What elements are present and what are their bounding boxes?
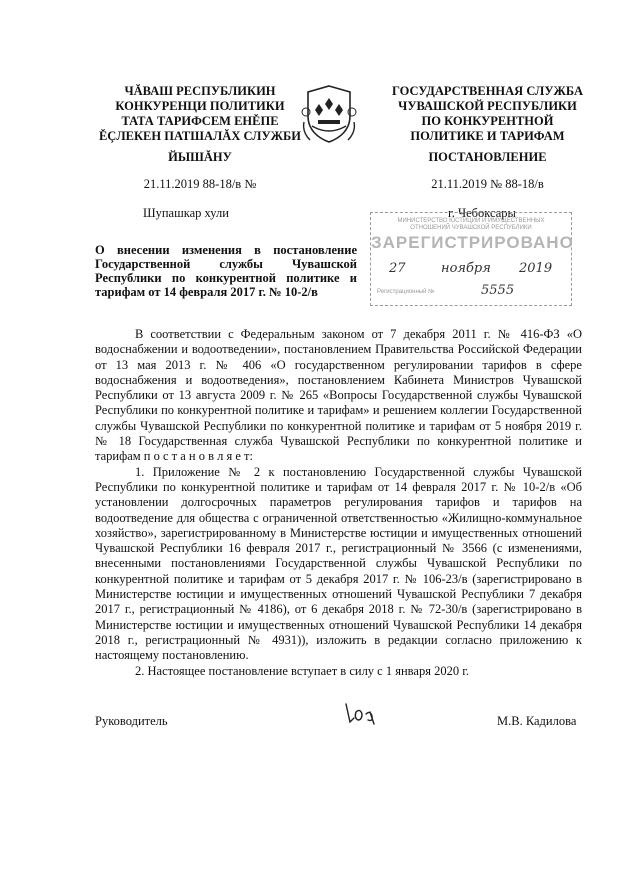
signer-name: М.В. Кадилова — [497, 714, 577, 728]
header-left-line: ЧĂВАШ РЕСПУБЛИКИН — [124, 84, 276, 98]
registration-stamp — [370, 212, 572, 306]
stamp-month: ноября — [441, 261, 491, 276]
stamp-org-line: МИНИСТЕРСТВО ЮСТИЦИИ И ИМУЩЕСТВЕННЫХ — [397, 218, 545, 224]
header-right-line: ЧУВАШСКОЙ РЕСПУБЛИКИ — [398, 99, 577, 113]
header-right-line: ПО КОНКУРЕНТНОЙ — [421, 114, 554, 128]
city-russian: г. Чебоксары — [448, 206, 516, 220]
doctype-chuvash: ЙЫШĂНУ — [168, 150, 232, 164]
header-right-russian — [380, 84, 595, 144]
header-left-chuvash — [95, 84, 305, 144]
stamp-year: 2019 — [519, 261, 553, 276]
stamp-title: ЗАРЕГИСТРИРОВАНО — [371, 233, 574, 252]
header-right-line: ПОЛИТИКЕ И ТАРИФАМ — [410, 129, 565, 143]
stamp-reg-number: 5555 — [481, 283, 515, 298]
body-paragraph: 2. Настоящее постановление вступает в силу с 1 января 2020 г. — [135, 663, 470, 678]
header-left-line: КОНКУРЕНЦИ ПОЛИТИКИ — [115, 99, 285, 113]
document-number-chuvash: 21.11.2019 88-18/в № — [143, 177, 257, 191]
stamp-reg-label: Регистрационный № — [377, 289, 435, 295]
city-chuvash: Шупашкар хули — [143, 206, 229, 220]
body-paragraph: 1. Приложение № 2 к постановлению Государственной службы Чувашской Республики по конкурентной политике и тарифам от 14 февраля 2017 г. № 10-2/в «Об установлении долгосрочных параметров регулирования тарифов и тарифов на водоотведение для общества с ограниченной ответственностью «Жилищно-коммунальное хозяйство», зарегистрированному в Министерстве юстиции и имущественных отношений Чувашской Республики 16 февраля 2017 г., регистрационный № 3566 (с изменениями, внесенными постановлениями Государственной службы Чувашской Республики по конкурентной политике и тарифам от 5 декабря 2017 г. № 106-23/в (зарегистрировано в Министерстве юстиции и имущественных отношений Чувашской Республики 7 декабря 2017 г., регистрационный № 4186), от 6 декабря 2018 г. № 72-30/в (зарегистрировано в Министерстве юстиции и имущественных отношений Чувашской Республики 14 декабря 2018 г., регистрационный № 4931)), изложить в редакции согласно приложению к настоящему постановлению. — [95, 464, 582, 663]
chuvash-emblem-icon — [300, 82, 358, 146]
document-body — [95, 327, 582, 679]
stamp-org-line: ОТНОШЕНИЙ ЧУВАШСКОЙ РЕСПУБЛИКИ — [410, 225, 532, 231]
stamp-organization — [377, 218, 565, 232]
document-number-russian: 21.11.2019 № 88-18/в — [431, 177, 544, 191]
document-subject: О внесении изменения в постановление Государственной службы Чувашской Республики по конкурентной политике и тарифам от 14 февраля 2017 г. № 10-2/в — [95, 243, 357, 299]
header-left-line: ТАТА ТАРИФСЕМ ЕНĚПЕ — [121, 114, 279, 128]
doctype-russian: ПОСТАНОВЛЕНИЕ — [428, 150, 547, 164]
header-left-line: ĚÇЛЕКЕН ПАТШАЛĂХ СЛУЖБИ — [98, 129, 302, 143]
stamp-day: 27 — [389, 261, 406, 276]
body-paragraph: В соответствии с Федеральным законом от 7 декабря 2011 г. № 416-ФЗ «О водоснабжении и водоотведении», постановлением Правительства Российской Федерации от 13 мая 2013 г. № 406 «О государственном регулировании тарифов в сфере водоснабжения и водоотведения», постановлением Кабинета Министров Чувашской Республики от 13 августа 2009 г. № 265 «Вопросы Государственной службы Чувашской Республики по конкурентной политике и тарифам» и решением коллегии Государственной службы Чувашской Республики по конкурентной политике и тарифам от 5 ноября 2019 г. № 18 Государственная служба Чувашской Республики по конкурентной политике и тарифам п о с т а н о в л я е т: — [95, 327, 582, 464]
handwritten-signature — [340, 700, 390, 726]
signer-position: Руководитель — [95, 714, 168, 728]
header-right-line: ГОСУДАРСТВЕННАЯ СЛУЖБА — [391, 84, 584, 98]
